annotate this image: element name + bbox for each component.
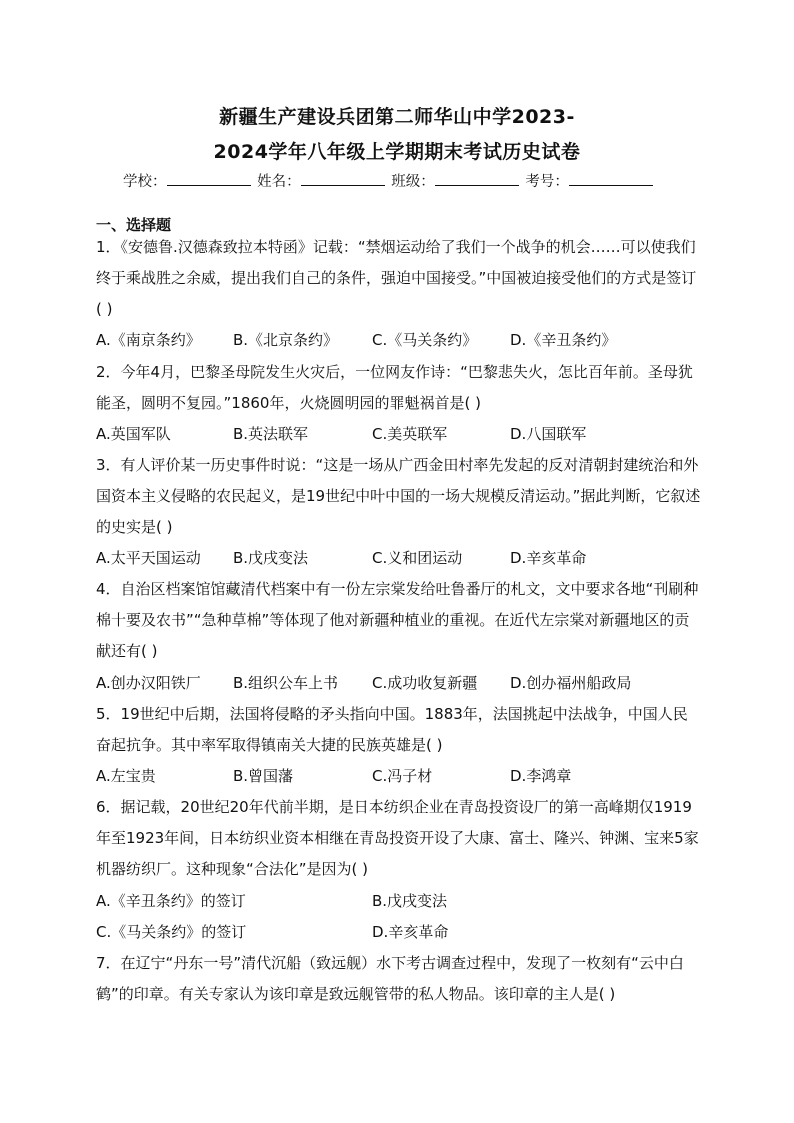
- class-blank[interactable]: [435, 171, 519, 186]
- question-text: 7．在辽宁“丹东一号”清代沉船（致远舰）水下考古调查过程中，发现了一枚刻有“云中白鹤”的印章。有关专家认为该印章是致远舰管带的私人物品。该印章的主人是( ): [96, 954, 684, 1003]
- school-blank[interactable]: [167, 171, 251, 186]
- question-6-options-row-2: [96, 917, 716, 948]
- option-c[interactable]: C.《马关条约》: [372, 331, 478, 349]
- school-label: 学校：: [123, 174, 167, 190]
- exam-no-blank[interactable]: [569, 171, 653, 186]
- question-4-options: [96, 668, 716, 699]
- question-7: [96, 948, 702, 1010]
- question-5: [96, 699, 702, 761]
- question-text: 3．有人评价某一历史事件时说：“这是一场从广西金田村率先发起的反对清朝封建统治和外国资本主义侵略的农民起义，是19世纪中叶中国的一场大规模反清运动。”据此判断，它叙述的史实是( ): [96, 456, 701, 536]
- name-blank[interactable]: [301, 171, 385, 186]
- question-2-options: [96, 419, 716, 450]
- question-6: [96, 792, 702, 885]
- question-text: 2．今年4月，巴黎圣母院发生火灾后，一位网友作诗：“巴黎悲失火，怎比百年前。圣母犹能圣，圆明不复园。”1860年，火烧圆明园的罪魁祸首是( ): [96, 363, 693, 412]
- question-3-options: [96, 543, 716, 574]
- option-d[interactable]: D.八国联军: [510, 425, 587, 443]
- option-a[interactable]: A.英国军队: [96, 425, 171, 443]
- option-d[interactable]: D.李鸿章: [510, 767, 572, 785]
- option-c[interactable]: C.《马关条约》的签订: [96, 923, 247, 941]
- option-b[interactable]: B.戊戌变法: [233, 549, 309, 567]
- question-text: 5．19世纪中后期，法国将侵略的矛头指向中国。1883年，法国挑起中法战争，中国人民奋起抗争。其中率军取得镇南关大捷的民族英雄是( ): [96, 705, 688, 754]
- question-1-options: [96, 325, 716, 356]
- exam-title-line-1: 新疆生产建设兵团第二师华山中学2023-: [219, 106, 575, 128]
- option-a[interactable]: A.太平天国运动: [96, 549, 201, 567]
- question-text: 1．《安德鲁.汉德森致拉本特函》记载：“禁烟运动给了我们一个战争的机会……可以使我们终于乘战胜之余威，提出我们自己的条件，强迫中国接受。”中国被迫接受他们的方式是签订( ): [96, 238, 697, 318]
- option-d[interactable]: D.辛亥革命: [372, 923, 449, 941]
- option-a[interactable]: A.左宝贵: [96, 767, 156, 785]
- option-d[interactable]: D.《辛丑条约》: [510, 331, 617, 349]
- question-1: [96, 232, 702, 325]
- option-d[interactable]: D.创办福州船政局: [510, 674, 632, 692]
- option-c[interactable]: C.美英联军: [372, 425, 448, 443]
- exam-no-label: 考号：: [525, 174, 569, 190]
- question-3: [96, 450, 702, 543]
- option-c[interactable]: C.成功收复新疆: [372, 674, 478, 692]
- question-2: [96, 357, 702, 419]
- option-a[interactable]: A.创办汉阳铁厂: [96, 674, 201, 692]
- section-title: 一、选择题: [96, 216, 172, 234]
- option-b[interactable]: B.曾国藩: [233, 767, 294, 785]
- option-a[interactable]: A.《辛丑条约》的签订: [96, 892, 246, 910]
- student-info-row: [123, 170, 655, 191]
- option-c[interactable]: C.义和团运动: [372, 549, 463, 567]
- question-text: 4．自治区档案馆馆藏清代档案中有一份左宗棠发给吐鲁番厅的札文，文中要求各地“刊刷种棉十要及农书”“急种草棉”等体现了他对新疆种植业的重视。在近代左宗棠对新疆地区的贡献还有( ): [96, 580, 699, 660]
- question-4: [96, 574, 702, 667]
- option-d[interactable]: D.辛亥革命: [510, 549, 587, 567]
- name-label: 姓名：: [257, 174, 301, 190]
- option-c[interactable]: C.冯子材: [372, 767, 433, 785]
- option-b[interactable]: B.《北京条约》: [233, 331, 339, 349]
- question-5-options: [96, 761, 716, 792]
- question-6-options-row-1: [96, 886, 716, 917]
- class-label: 班级：: [391, 174, 435, 190]
- option-a[interactable]: A.《南京条约》: [96, 331, 201, 349]
- question-text: 6．据记载，20世纪20年代前半期，是日本纺织企业在青岛投资设厂的第一高峰期仅1919年至1923年间，日本纺织业资本相继在青岛投资开设了大康、富士、隆兴、钟渊、宝来5家机器纺织厂。这种现象“合法化”是因为( ): [96, 798, 699, 878]
- option-b[interactable]: B.戊戌变法: [372, 892, 448, 910]
- option-b[interactable]: B.英法联军: [233, 425, 309, 443]
- option-b[interactable]: B.组织公车上书: [233, 674, 339, 692]
- exam-title-line-2: 2024学年八年级上学期期末考试历史试卷: [213, 141, 581, 163]
